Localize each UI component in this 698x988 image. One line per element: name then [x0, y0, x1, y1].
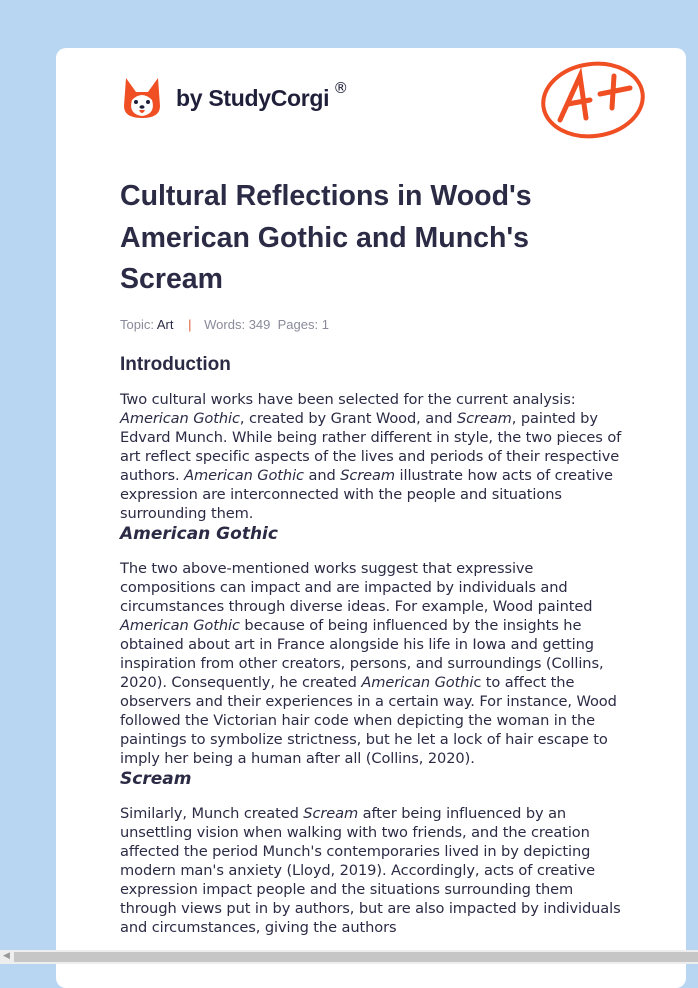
text-run: after being influenced by an unsettling vision when walking with two friends, and the creation affected the period Munch's contemporaries lived in by depicting modern man's anxiety (Lloyd, 2019). Accordingly, acts of creative expression impact people and the situations surrounding them through views put in by authors, but are also impacted by individuals and circumstances, giving the authors: [120, 804, 621, 936]
topic-link[interactable]: Art: [156, 316, 174, 332]
word-count: 349: [248, 316, 271, 332]
work-title: Scream: [456, 409, 512, 427]
work-title: American Gothic: [184, 466, 304, 484]
page-title: Cultural Reflections in Wood's American Gothic and Munch's Scream: [120, 180, 532, 295]
text-run: illustrate how acts of creative expression are interconnected with the people and situations surrounding them.: [120, 466, 613, 522]
text-run: , created by Grant Wood, and: [239, 409, 457, 427]
horizontal-scrollbar[interactable]: [0, 950, 698, 964]
heading-scream: Scream: [120, 768, 192, 789]
work-title: American Gothic: [120, 616, 240, 634]
text-run: c to affect the observers and their experiences in a certain way. For instance, Wood followed the Victorian hair code when depicting the woman in the paintings to symbolize strictness, but he let a lock of hair escape to imply her being a human after all (Collins, 2020).: [120, 673, 617, 767]
work-title: Scream: [340, 466, 396, 484]
work-title: American Gothic: [120, 409, 240, 427]
article: [120, 176, 632, 937]
text-run: Two cultural works have been selected for the current analysis:: [120, 390, 576, 408]
corgi-icon: [122, 76, 162, 120]
text-run: , painted by Edvard Munch. While being rather different in style, the two pieces of art reflect specific aspects of the lives and periods of their respective authors.: [120, 409, 622, 484]
page-count: 1: [321, 316, 329, 332]
text-run: because of being influenced by the insights he obtained about art in France alongside his life in Iowa and getting inspiration from other creators, persons, and surroundings (Collins, 2020). Consequently, he created: [120, 616, 604, 691]
article-meta: Topic: Art | Words: 349 Pages: 1: [120, 316, 329, 332]
text-run: The two above-mentioned works suggest that expressive compositions can impact and are impacted by individuals and circumstances through diverse ideas. For example, Wood painted: [120, 559, 593, 615]
heading-introduction: Introduction: [120, 353, 231, 375]
document-card: [56, 48, 686, 988]
work-title: Scream: [303, 804, 359, 822]
text-run: Similarly, Munch created: [120, 804, 304, 822]
brand-name: by StudyCorgi: [176, 84, 330, 111]
paragraph-introduction: [120, 390, 632, 523]
text-run: and: [303, 466, 341, 484]
paragraph-scream: [120, 804, 632, 937]
work-title: American Gothi: [361, 673, 474, 691]
paragraph-american-gothic: [120, 559, 632, 768]
a-plus-grade-icon: [538, 58, 648, 142]
heading-american-gothic: American Gothic: [120, 523, 278, 544]
scrollbar-thumb[interactable]: [14, 952, 698, 962]
studycorgi-logo[interactable]: [122, 76, 348, 120]
scroll-left-icon[interactable]: ◀: [3, 951, 10, 961]
registered-mark: ®: [333, 79, 349, 97]
